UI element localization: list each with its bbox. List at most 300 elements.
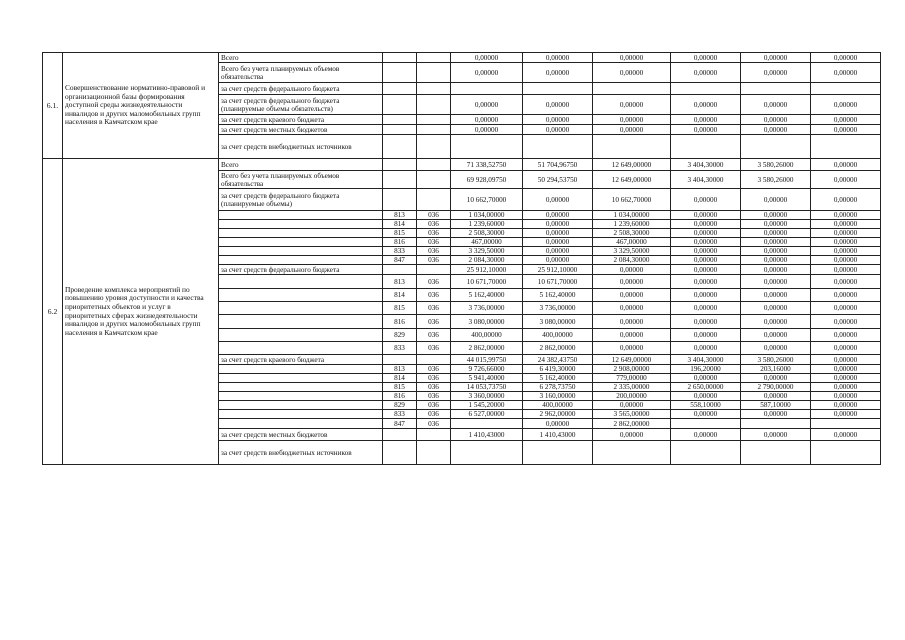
program-code bbox=[417, 125, 451, 135]
amount-cell: 0,00000 bbox=[523, 115, 593, 125]
amount-cell: 0,00000 bbox=[811, 401, 881, 410]
amount-cell: 0,00000 bbox=[811, 238, 881, 247]
amount-cell: 0,00000 bbox=[593, 329, 671, 342]
amount-cell: 558,10000 bbox=[671, 401, 741, 410]
amount-cell bbox=[811, 441, 881, 465]
funding-source-label: за счет средств краевого бюджета bbox=[219, 355, 383, 365]
amount-cell: 203,16000 bbox=[741, 365, 811, 374]
amount-cell: 0,00000 bbox=[451, 63, 523, 83]
amount-cell: 0,00000 bbox=[811, 365, 881, 374]
program-code: 036 bbox=[417, 238, 451, 247]
amount-cell: 24 382,43750 bbox=[523, 355, 593, 365]
amount-cell: 0,00000 bbox=[741, 342, 811, 355]
funding-source-label bbox=[219, 383, 383, 392]
amount-cell: 1 545,20000 bbox=[451, 401, 523, 410]
funding-source-label: за счет средств федерального бюджета (планируемые объемы) bbox=[219, 189, 383, 211]
amount-cell: 0,00000 bbox=[811, 63, 881, 83]
amount-cell: 2 084,30000 bbox=[451, 256, 523, 265]
program-code: 036 bbox=[417, 302, 451, 315]
amount-cell: 3 404,30000 bbox=[671, 171, 741, 189]
amount-cell: 6 278,73750 bbox=[523, 383, 593, 392]
funding-source-label: за счет средств краевого бюджета bbox=[219, 115, 383, 125]
amount-cell: 3 580,26000 bbox=[741, 171, 811, 189]
grbs-code bbox=[383, 441, 417, 465]
amount-cell: 0,00000 bbox=[811, 302, 881, 315]
amount-cell: 0,00000 bbox=[741, 63, 811, 83]
amount-cell: 0,00000 bbox=[523, 220, 593, 229]
funding-source-label: Всего без учета планируемых объемов обязательства bbox=[219, 171, 383, 189]
amount-cell: 0,00000 bbox=[671, 115, 741, 125]
amount-cell: 0,00000 bbox=[741, 95, 811, 115]
program-code: 036 bbox=[417, 256, 451, 265]
amount-cell: 0,00000 bbox=[741, 289, 811, 302]
amount-cell bbox=[523, 135, 593, 159]
amount-cell: 0,00000 bbox=[741, 429, 811, 441]
amount-cell: 0,00000 bbox=[523, 95, 593, 115]
amount-cell: 2 650,00000 bbox=[671, 383, 741, 392]
amount-cell bbox=[671, 419, 741, 429]
program-code bbox=[417, 441, 451, 465]
amount-cell bbox=[811, 135, 881, 159]
amount-cell: 0,00000 bbox=[741, 256, 811, 265]
funding-source-label: за счет средств федерального бюджета bbox=[219, 265, 383, 275]
amount-cell: 779,00000 bbox=[593, 374, 671, 383]
amount-cell: 0,00000 bbox=[671, 392, 741, 401]
amount-cell: 0,00000 bbox=[741, 410, 811, 419]
amount-cell: 0,00000 bbox=[451, 115, 523, 125]
amount-cell: 2 862,00000 bbox=[593, 419, 671, 429]
grbs-code bbox=[383, 171, 417, 189]
section-number: 6.2 bbox=[43, 159, 63, 465]
grbs-code: 815 bbox=[383, 383, 417, 392]
amount-cell: 0,00000 bbox=[811, 410, 881, 419]
grbs-code bbox=[383, 429, 417, 441]
amount-cell: 0,00000 bbox=[811, 189, 881, 211]
amount-cell: 400,00000 bbox=[523, 401, 593, 410]
amount-cell bbox=[671, 441, 741, 465]
amount-cell: 0,00000 bbox=[523, 189, 593, 211]
amount-cell: 0,00000 bbox=[523, 229, 593, 238]
amount-cell: 51 704,96750 bbox=[523, 159, 593, 171]
amount-cell: 9 726,66000 bbox=[451, 365, 523, 374]
amount-cell: 0,00000 bbox=[671, 247, 741, 256]
program-code bbox=[417, 189, 451, 211]
amount-cell: 3 736,00000 bbox=[523, 302, 593, 315]
amount-cell: 0,00000 bbox=[671, 95, 741, 115]
amount-cell: 0,00000 bbox=[593, 302, 671, 315]
amount-cell: 2 862,00000 bbox=[523, 342, 593, 355]
amount-cell: 0,00000 bbox=[811, 115, 881, 125]
program-code: 036 bbox=[417, 342, 451, 355]
amount-cell: 5 162,40000 bbox=[523, 289, 593, 302]
program-code: 036 bbox=[417, 229, 451, 238]
amount-cell: 0,00000 bbox=[811, 220, 881, 229]
amount-cell: 0,00000 bbox=[593, 53, 671, 63]
amount-cell: 0,00000 bbox=[671, 429, 741, 441]
amount-cell: 3 736,00000 bbox=[451, 302, 523, 315]
grbs-code: 815 bbox=[383, 302, 417, 315]
grbs-code: 814 bbox=[383, 220, 417, 229]
funding-source-label bbox=[219, 238, 383, 247]
amount-cell: 587,10000 bbox=[741, 401, 811, 410]
amount-cell: 0,00000 bbox=[811, 256, 881, 265]
amount-cell: 0,00000 bbox=[671, 275, 741, 289]
amount-cell: 0,00000 bbox=[523, 125, 593, 135]
amount-cell: 0,00000 bbox=[671, 265, 741, 275]
grbs-code: 816 bbox=[383, 392, 417, 401]
amount-cell: 0,00000 bbox=[811, 229, 881, 238]
amount-cell: 0,00000 bbox=[741, 247, 811, 256]
amount-cell: 400,00000 bbox=[523, 329, 593, 342]
amount-cell: 50 294,53750 bbox=[523, 171, 593, 189]
amount-cell: 0,00000 bbox=[523, 211, 593, 220]
grbs-code: 814 bbox=[383, 289, 417, 302]
section-description: Совершенствование нормативно-правовой и организационной базы формирования доступной среды жизнедеятельности инвалидов и других маломобильных групп населения в Камчатском крае bbox=[63, 53, 219, 159]
amount-cell: 2 084,30000 bbox=[593, 256, 671, 265]
program-code: 036 bbox=[417, 401, 451, 410]
grbs-code: 847 bbox=[383, 256, 417, 265]
funding-source-label bbox=[219, 342, 383, 355]
amount-cell: 25 912,10000 bbox=[523, 265, 593, 275]
amount-cell: 0,00000 bbox=[741, 238, 811, 247]
program-code bbox=[417, 53, 451, 63]
amount-cell: 0,00000 bbox=[741, 220, 811, 229]
amount-cell: 0,00000 bbox=[741, 211, 811, 220]
funding-source-label bbox=[219, 220, 383, 229]
grbs-code bbox=[383, 135, 417, 159]
amount-cell bbox=[741, 135, 811, 159]
program-code: 036 bbox=[417, 220, 451, 229]
amount-cell: 0,00000 bbox=[741, 275, 811, 289]
program-code bbox=[417, 265, 451, 275]
amount-cell: 1 410,43000 bbox=[451, 429, 523, 441]
amount-cell: 2 962,00000 bbox=[523, 410, 593, 419]
grbs-code: 847 bbox=[383, 419, 417, 429]
amount-cell: 6 527,00000 bbox=[451, 410, 523, 419]
funding-source-label: за счет средств внебюджетных источников bbox=[219, 135, 383, 159]
amount-cell: 0,00000 bbox=[811, 53, 881, 63]
amount-cell: 0,00000 bbox=[671, 410, 741, 419]
amount-cell: 467,00000 bbox=[593, 238, 671, 247]
amount-cell: 0,00000 bbox=[671, 342, 741, 355]
amount-cell: 0,00000 bbox=[523, 247, 593, 256]
program-code bbox=[417, 429, 451, 441]
program-code: 036 bbox=[417, 315, 451, 329]
amount-cell: 0,00000 bbox=[811, 125, 881, 135]
amount-cell: 1 034,00000 bbox=[451, 211, 523, 220]
amount-cell: 0,00000 bbox=[811, 392, 881, 401]
grbs-code bbox=[383, 265, 417, 275]
amount-cell: 2 508,30000 bbox=[593, 229, 671, 238]
program-code bbox=[417, 171, 451, 189]
amount-cell: 0,00000 bbox=[811, 265, 881, 275]
amount-cell bbox=[523, 83, 593, 95]
grbs-code bbox=[383, 83, 417, 95]
amount-cell bbox=[451, 135, 523, 159]
program-code: 036 bbox=[417, 289, 451, 302]
amount-cell: 3 580,26000 bbox=[741, 355, 811, 365]
amount-cell bbox=[523, 441, 593, 465]
amount-cell bbox=[741, 419, 811, 429]
amount-cell: 1 410,43000 bbox=[523, 429, 593, 441]
amount-cell: 69 928,09750 bbox=[451, 171, 523, 189]
amount-cell: 12 649,00000 bbox=[593, 355, 671, 365]
amount-cell: 0,00000 bbox=[593, 275, 671, 289]
amount-cell: 6 419,30000 bbox=[523, 365, 593, 374]
program-code: 036 bbox=[417, 211, 451, 220]
grbs-code bbox=[383, 125, 417, 135]
amount-cell: 3 080,00000 bbox=[451, 315, 523, 329]
amount-cell: 0,00000 bbox=[671, 125, 741, 135]
amount-cell: 10 662,70000 bbox=[593, 189, 671, 211]
amount-cell: 0,00000 bbox=[593, 63, 671, 83]
amount-cell: 0,00000 bbox=[811, 95, 881, 115]
funding-source-label bbox=[219, 392, 383, 401]
funding-source-label bbox=[219, 329, 383, 342]
amount-cell: 0,00000 bbox=[593, 315, 671, 329]
amount-cell: 0,00000 bbox=[811, 247, 881, 256]
program-code bbox=[417, 115, 451, 125]
program-code bbox=[417, 83, 451, 95]
amount-cell: 0,00000 bbox=[811, 355, 881, 365]
amount-cell: 0,00000 bbox=[593, 125, 671, 135]
section-description: Проведение комплекса мероприятий по повышению уровня доступности и качества приоритетных объектов и услуг в приоритетных сферах жизнедеятельности инвалидов и других маломобильных групп населения в Камчатском крае bbox=[63, 159, 219, 465]
funding-source-label bbox=[219, 229, 383, 238]
amount-cell: 196,20000 bbox=[671, 365, 741, 374]
amount-cell: 2 790,00000 bbox=[741, 383, 811, 392]
grbs-code: 829 bbox=[383, 401, 417, 410]
grbs-code: 829 bbox=[383, 329, 417, 342]
amount-cell: 0,00000 bbox=[741, 374, 811, 383]
amount-cell: 467,00000 bbox=[451, 238, 523, 247]
funding-source-label bbox=[219, 419, 383, 429]
program-code: 036 bbox=[417, 392, 451, 401]
amount-cell: 10 671,70000 bbox=[523, 275, 593, 289]
amount-cell: 0,00000 bbox=[593, 115, 671, 125]
funding-source-label bbox=[219, 211, 383, 220]
amount-cell: 0,00000 bbox=[741, 315, 811, 329]
amount-cell: 10 662,70000 bbox=[451, 189, 523, 211]
amount-cell: 0,00000 bbox=[593, 265, 671, 275]
program-code: 036 bbox=[417, 365, 451, 374]
grbs-code bbox=[383, 63, 417, 83]
amount-cell: 5 162,40000 bbox=[523, 374, 593, 383]
amount-cell: 0,00000 bbox=[741, 189, 811, 211]
amount-cell: 0,00000 bbox=[593, 289, 671, 302]
amount-cell: 0,00000 bbox=[451, 95, 523, 115]
amount-cell: 0,00000 bbox=[671, 189, 741, 211]
amount-cell: 5 941,40000 bbox=[451, 374, 523, 383]
amount-cell: 0,00000 bbox=[741, 265, 811, 275]
amount-cell: 14 053,73750 bbox=[451, 383, 523, 392]
amount-cell: 0,00000 bbox=[811, 374, 881, 383]
amount-cell: 0,00000 bbox=[811, 429, 881, 441]
amount-cell: 200,00000 bbox=[593, 392, 671, 401]
section-number: 6.1. bbox=[43, 53, 63, 159]
amount-cell bbox=[451, 419, 523, 429]
amount-cell: 2 508,30000 bbox=[451, 229, 523, 238]
amount-cell: 3 565,00000 bbox=[593, 410, 671, 419]
amount-cell: 0,00000 bbox=[671, 238, 741, 247]
amount-cell: 0,00000 bbox=[741, 329, 811, 342]
amount-cell: 12 649,00000 bbox=[593, 171, 671, 189]
grbs-code bbox=[383, 159, 417, 171]
grbs-code: 814 bbox=[383, 374, 417, 383]
funding-source-label bbox=[219, 401, 383, 410]
program-code: 036 bbox=[417, 329, 451, 342]
amount-cell: 0,00000 bbox=[593, 401, 671, 410]
amount-cell bbox=[811, 419, 881, 429]
amount-cell: 0,00000 bbox=[671, 63, 741, 83]
amount-cell: 0,00000 bbox=[741, 392, 811, 401]
amount-cell bbox=[593, 441, 671, 465]
funding-source-label: за счет средств федерального бюджета bbox=[219, 83, 383, 95]
amount-cell: 0,00000 bbox=[741, 53, 811, 63]
amount-cell bbox=[451, 83, 523, 95]
program-code: 036 bbox=[417, 275, 451, 289]
funding-source-label: за счет средств внебюджетных источников bbox=[219, 441, 383, 465]
grbs-code bbox=[383, 115, 417, 125]
program-code bbox=[417, 63, 451, 83]
amount-cell: 25 912,10000 bbox=[451, 265, 523, 275]
funding-source-label: Всего без учета планируемых объемов обязательства bbox=[219, 63, 383, 83]
table-row bbox=[43, 53, 881, 63]
amount-cell: 0,00000 bbox=[523, 256, 593, 265]
amount-cell bbox=[671, 135, 741, 159]
amount-cell: 0,00000 bbox=[671, 329, 741, 342]
amount-cell: 0,00000 bbox=[671, 53, 741, 63]
funding-source-label bbox=[219, 275, 383, 289]
amount-cell: 0,00000 bbox=[811, 159, 881, 171]
program-code: 036 bbox=[417, 383, 451, 392]
amount-cell bbox=[593, 83, 671, 95]
amount-cell: 0,00000 bbox=[811, 342, 881, 355]
amount-cell: 0,00000 bbox=[593, 429, 671, 441]
amount-cell: 0,00000 bbox=[671, 211, 741, 220]
grbs-code: 813 bbox=[383, 211, 417, 220]
grbs-code bbox=[383, 355, 417, 365]
program-code: 036 bbox=[417, 374, 451, 383]
program-code bbox=[417, 95, 451, 115]
amount-cell: 0,00000 bbox=[451, 53, 523, 63]
amount-cell: 2 908,00000 bbox=[593, 365, 671, 374]
program-code bbox=[417, 135, 451, 159]
amount-cell: 3 080,00000 bbox=[523, 315, 593, 329]
amount-cell: 2 335,00000 bbox=[593, 383, 671, 392]
amount-cell: 400,00000 bbox=[451, 329, 523, 342]
amount-cell: 0,00000 bbox=[593, 342, 671, 355]
amount-cell: 0,00000 bbox=[811, 383, 881, 392]
amount-cell: 10 671,70000 bbox=[451, 275, 523, 289]
amount-cell: 0,00000 bbox=[741, 125, 811, 135]
funding-source-label bbox=[219, 247, 383, 256]
amount-cell: 0,00000 bbox=[671, 220, 741, 229]
program-code bbox=[417, 355, 451, 365]
funding-source-label: Всего bbox=[219, 53, 383, 63]
grbs-code: 833 bbox=[383, 247, 417, 256]
amount-cell: 0,00000 bbox=[523, 238, 593, 247]
amount-cell: 3 329,50000 bbox=[593, 247, 671, 256]
amount-cell: 12 649,00000 bbox=[593, 159, 671, 171]
amount-cell bbox=[741, 83, 811, 95]
funding-source-label: Всего bbox=[219, 159, 383, 171]
program-code bbox=[417, 159, 451, 171]
amount-cell: 1 239,60000 bbox=[451, 220, 523, 229]
amount-cell: 2 862,00000 bbox=[451, 342, 523, 355]
amount-cell: 0,00000 bbox=[741, 302, 811, 315]
grbs-code: 833 bbox=[383, 342, 417, 355]
amount-cell: 44 015,99750 bbox=[451, 355, 523, 365]
amount-cell: 0,00000 bbox=[811, 289, 881, 302]
table-row bbox=[43, 159, 881, 171]
funding-source-label bbox=[219, 315, 383, 329]
funding-source-label: за счет средств местных бюджетов bbox=[219, 429, 383, 441]
grbs-code: 816 bbox=[383, 238, 417, 247]
amount-cell: 0,00000 bbox=[523, 419, 593, 429]
amount-cell: 3 160,00000 bbox=[523, 392, 593, 401]
amount-cell: 3 580,26000 bbox=[741, 159, 811, 171]
amount-cell: 0,00000 bbox=[671, 315, 741, 329]
grbs-code: 816 bbox=[383, 315, 417, 329]
amount-cell: 3 404,30000 bbox=[671, 159, 741, 171]
amount-cell: 0,00000 bbox=[593, 95, 671, 115]
amount-cell: 0,00000 bbox=[811, 211, 881, 220]
program-code: 036 bbox=[417, 247, 451, 256]
grbs-code: 813 bbox=[383, 275, 417, 289]
grbs-code: 833 bbox=[383, 410, 417, 419]
amount-cell: 0,00000 bbox=[523, 63, 593, 83]
amount-cell: 0,00000 bbox=[671, 302, 741, 315]
amount-cell bbox=[811, 83, 881, 95]
grbs-code bbox=[383, 95, 417, 115]
amount-cell: 3 329,50000 bbox=[451, 247, 523, 256]
grbs-code: 813 bbox=[383, 365, 417, 374]
amount-cell: 0,00000 bbox=[523, 53, 593, 63]
amount-cell: 0,00000 bbox=[811, 329, 881, 342]
funding-source-label bbox=[219, 410, 383, 419]
funding-source-label bbox=[219, 289, 383, 302]
amount-cell: 0,00000 bbox=[671, 229, 741, 238]
funding-source-label bbox=[219, 365, 383, 374]
funding-source-label bbox=[219, 302, 383, 315]
amount-cell: 5 162,40000 bbox=[451, 289, 523, 302]
grbs-code bbox=[383, 189, 417, 211]
grbs-code: 815 bbox=[383, 229, 417, 238]
amount-cell: 0,00000 bbox=[811, 315, 881, 329]
grbs-code bbox=[383, 53, 417, 63]
amount-cell: 0,00000 bbox=[741, 229, 811, 238]
amount-cell bbox=[451, 441, 523, 465]
program-code: 036 bbox=[417, 419, 451, 429]
amount-cell: 3 404,30000 bbox=[671, 355, 741, 365]
amount-cell: 1 239,60000 bbox=[593, 220, 671, 229]
amount-cell: 3 360,00000 bbox=[451, 392, 523, 401]
amount-cell: 0,00000 bbox=[671, 374, 741, 383]
amount-cell: 71 338,52750 bbox=[451, 159, 523, 171]
amount-cell: 0,00000 bbox=[811, 171, 881, 189]
amount-cell bbox=[593, 135, 671, 159]
funding-source-label: за счет средств федерального бюджета (планируемые объемы обязательств) bbox=[219, 95, 383, 115]
amount-cell: 0,00000 bbox=[451, 125, 523, 135]
funding-source-label: за счет средств местных бюджетов bbox=[219, 125, 383, 135]
program-code: 036 bbox=[417, 410, 451, 419]
amount-cell: 0,00000 bbox=[811, 275, 881, 289]
amount-cell: 0,00000 bbox=[741, 115, 811, 125]
amount-cell bbox=[741, 441, 811, 465]
funding-source-label bbox=[219, 256, 383, 265]
amount-cell: 1 034,00000 bbox=[593, 211, 671, 220]
budget-table bbox=[42, 52, 881, 465]
